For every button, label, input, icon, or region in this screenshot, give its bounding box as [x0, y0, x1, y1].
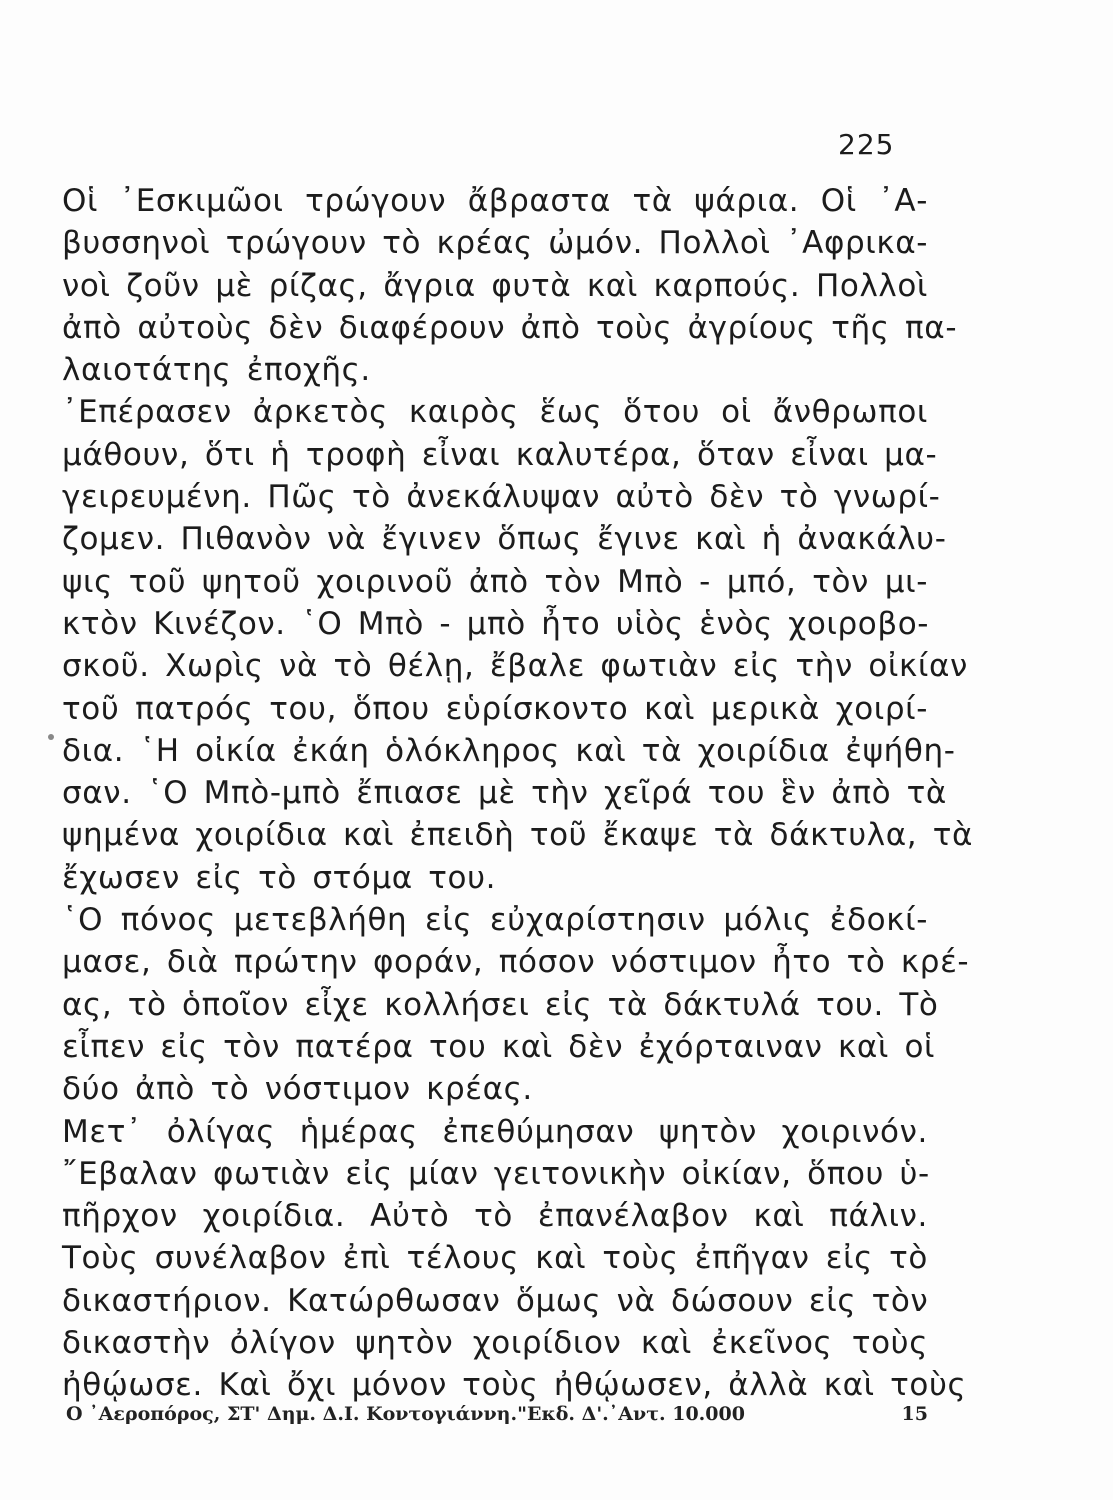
text-line: ῾Ο πόνος μετεβλήθη εἰς εὐχαρίστησιν μόλις ἐδοκί- [62, 902, 928, 939]
text-line: τοῦ πατρός του, ὅπου εὑρίσκοντο καὶ μερικὰ χοιρί- [62, 690, 928, 727]
text-line: Μετ᾿ ὀλίγας ἡμέρας ἐπεθύμησαν ψητὸν χοιρινόν. [62, 1113, 928, 1150]
text-line: ἔχωσεν εἰς τὸ στόμα του. [62, 859, 497, 896]
footer-imprint: Ο ᾿Αεροπόρος, ΣΤ' Δημ. Δ.Ι. Κοντογιάννη."Εκδ. Δ'.᾿Αντ. 10.000 [66, 1403, 745, 1425]
text-line: λαιοτάτης ἐποχῆς. [62, 352, 371, 389]
text-line: ᾿Επέρασεν ἀρκετὸς καιρὸς ἕως ὅτου οἱ ἄνθρωποι [62, 394, 928, 431]
page-number: 225 [838, 128, 895, 161]
text-line: ας, τὸ ὁποῖον εἶχε κολλήσει εἰς τὰ δάκτυλά του. Τὸ [62, 986, 939, 1023]
footer-imprint-line [66, 1403, 928, 1425]
body-text [62, 180, 973, 1407]
text-line: γειρευμένη. Πῶς τὸ ἀνεκάλυψαν αὐτὸ δὲν τὸ γνωρί- [62, 479, 941, 516]
text-line: μασε, διὰ πρώτην φοράν, πόσον νόστιμον ἦτο τὸ κρέ- [62, 944, 970, 981]
text-line: δια. ῾Η οἰκία ἐκάη ὁλόκληρος καὶ τὰ χοιρίδια ἐψήθη- [62, 732, 956, 769]
text-line: δύο ἀπὸ τὸ νόστιμον κρέας. [62, 1071, 533, 1108]
text-line: δικαστήριον. Κατώρθωσαν ὅμως νὰ δώσουν εἰς τὸν [62, 1282, 929, 1319]
text-line: Τοὺς συνέλαβον ἐπὶ τέλους καὶ τοὺς ἐπῆγαν εἰς τὸ [62, 1240, 928, 1277]
text-line: εἶπεν εἰς τὸν πατέρα του καὶ δὲν ἐχόρταιναν καὶ οἱ [62, 1028, 936, 1065]
text-line: ζομεν. Πιθανὸν νὰ ἔγινεν ὅπως ἔγινε καὶ ἡ ἀνακάλυ- [62, 521, 947, 558]
text-line: ῎Εβαλαν φωτιὰν εἰς μίαν γειτονικὴν οἰκίαν, ὅπου ὑ- [62, 1155, 930, 1192]
footer-signature-number: 15 [901, 1403, 928, 1425]
text-line: Οἱ ᾿Εσκιμῶοι τρώγουν ἄβραστα τὰ ψάρια. Οἱ ᾿Α- [62, 183, 928, 219]
margin-mark [48, 734, 54, 740]
text-line: δικαστὴν ὀλίγον ψητὸν χοιρίδιον καὶ ἐκεῖνος τοὺς [62, 1325, 928, 1362]
text-line: νοὶ ζοῦν μὲ ρίζας, ἄγρια φυτὰ καὶ καρπούς. Πολλοὶ [62, 267, 928, 304]
text-line: πῆρχον χοιρίδια. Αὐτὸ τὸ ἐπανέλαβον καὶ πάλιν. [62, 1198, 928, 1235]
text-line: ἀπὸ αὐτοὺς δὲν διαφέρουν ἀπὸ τοὺς ἀγρίους τῆς πα- [62, 309, 958, 346]
text-line: μάθουν, ὅτι ἡ τροφὴ εἶναι καλυτέρα, ὅταν εἶναι μα- [62, 436, 938, 473]
text-line: ψις τοῦ ψητοῦ χοιρινοῦ ἀπὸ τὸν Μπὸ - μπό, τὸν μι- [62, 563, 928, 600]
text-line: κτὸν Κινέζον. ῾Ο Μπὸ - μπὸ ἦτο υἱὸς ἑνὸς χοιροβο- [62, 605, 930, 642]
text-line: ἠθῴωσε. Καὶ ὄχι μόνον τοὺς ἠθῴωσεν, ἀλλὰ καὶ τοὺς [62, 1367, 967, 1404]
text-line: σαν. ῾Ο Μπὸ-μπὸ ἔπιασε μὲ τὴν χεῖρά του ἓν ἀπὸ τὰ [62, 775, 947, 812]
text-line: σκοῦ. Χωρὶς νὰ τὸ θέλῃ, ἔβαλε φωτιὰν εἰς τὴν οἰκίαν [62, 648, 968, 685]
text-line: ψημένα χοιρίδια καὶ ἐπειδὴ τοῦ ἔκαψε τὰ δάκτυλα, τὰ [62, 817, 973, 854]
text-line: βυσσηνοὶ τρώγουν τὸ κρέας ὠμόν. Πολλοὶ ᾿Αφρικα- [62, 225, 929, 262]
